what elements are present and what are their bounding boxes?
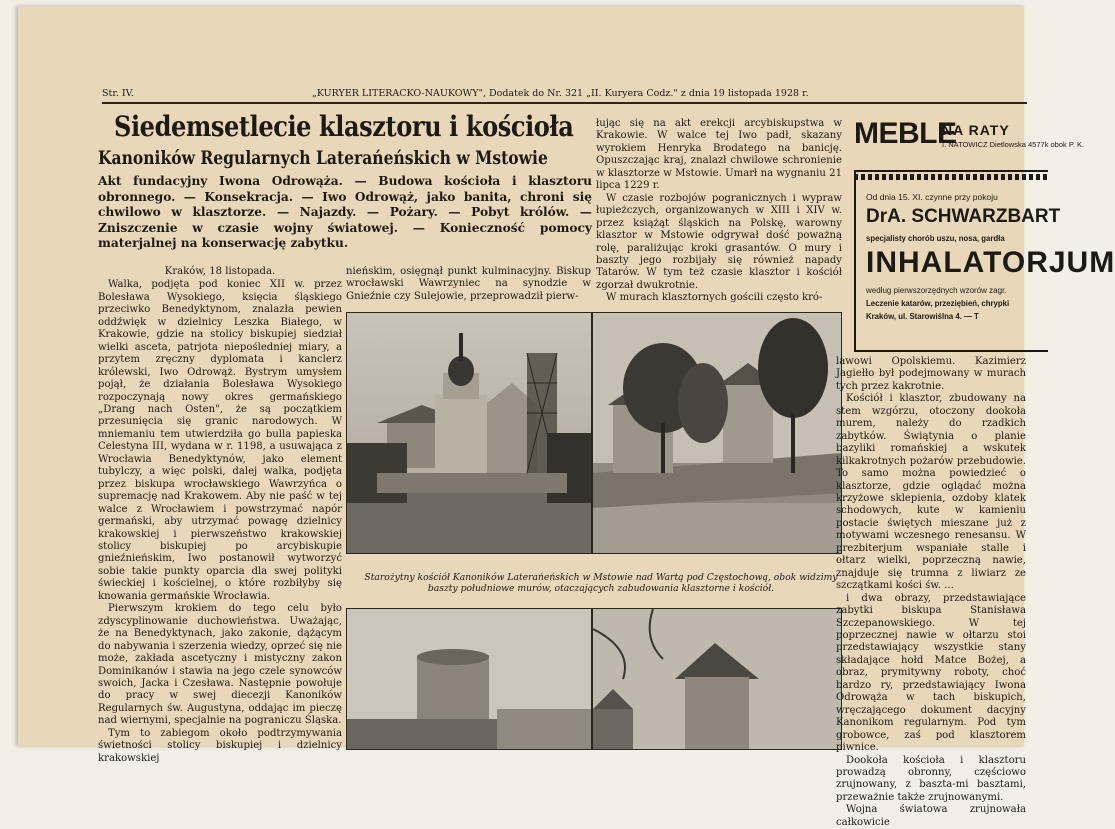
- paragraph: nieńskim, osięgnął punkt kulminacyjny. Biskup wrocławski Wawrzyniec na synodzie w Gnieźnie czy Sulejowie, przeprowadził pierw-: [346, 266, 591, 302]
- header-rule: [102, 102, 1027, 104]
- ad-address: I. NATOWICZ Dietlowska 4577k obok P. K.: [942, 140, 1085, 149]
- ad-brand-suffix: NA RATY: [942, 122, 1010, 138]
- page-number: Str. IV.: [102, 88, 134, 99]
- article-summary: Akt fundacyjny Iwona Odrowąża. — Budowa kościoła i klasztoru obronnego. — Konsekracja. — Iwo Odrowąż, jako banita, chroni się chwilowo w klasztorze. — Najazdy. — Pożary. — Pobyt królów. — Zniszczenie w czasie wojny światowej. — Konieczność pomocy materjalnej na konserwację zabytku.: [98, 174, 592, 250]
- article-column-1: [98, 266, 342, 764]
- ad-method: według pierwszorzędnych wzorów zagr.: [866, 286, 1007, 295]
- tower-photo-1: [346, 608, 592, 750]
- paragraph: i dwa obrazy, przedstawiające zabytki biskupa Stanisława Szczepanowskiego. W tej poprzecznej nawie w ołtarzu stoi przedstawiający wszystkie stany składające hołd Matce Bożej, a obraz, prymitywny roboty, choć bardzo ry, przedstawiający Iwona Odrowąża w tach biskupich, wręczającego dokument dacyjny Kanonikom regularnym. Pod tym grobowce, zaś pod klasztorem piwnice.: [836, 592, 1026, 754]
- paragraph: Pierwszym krokiem do tego celu było zdyscyplinowanie duchowieństwa. Uważając, że na Benedyktynach, jako zakonie, dążącym do nabywania i szerzenia wiedzy, oprzeć się nie może, zakłada ascetyczny i mistyczny zakon Dominikanów i stawia na jego czele synowców swoich, Jacka i Czesława. Następnie powołuje do pracy w swej diecezji Kanoników Regularnych św. Augustyna, oddając im pieczę nad wiernymi, specjalnie na pograniczu Śląska.: [98, 603, 342, 727]
- ad-product: INHALATORJUM: [866, 246, 1115, 279]
- paragraph: Walka, podjęta pod koniec XII w. przez Bolesława Wysokiego, księcia śląskiego przeciwko Benedyktynom, znalazła pewien oddźwięk w dzielnicy Leszka Białego, w Krakowie, gdzie na stolicy biskupiej siedział wielki asceta, patrjota niepośledniej miary, a przytem zręczny dyplomata i kanclerz królewski, Iwo Odrowąż. Bystrym umysłem pojął, że działania Bolesława Wysokiego rozpoczynają nowy okres germańskiego „Drang nach Osten", że są początkiem przesunięcia się granic narodowych. W mniemaniu tem utwierdziła go bulla papieska Celestyna III, wydana w r. 1198, a usuwająca z Wrocławia Benedyktynów, jako element tubylczy, a więc polski, dalej walka, podjęta przez biskupa wrocławskiego Wawrzyńca o supremację nad Krakowem. Aby nie paść w tej walce z Wrocławiem i powstrzymać napór germański, aby utrzymać powagę dzielnicy krakowskiej i pierwszeństwo krakowskiej stolicy biskupiej po arcybiskupie gnieźnieńskim, Iwo postanowił wytworzyć sobie takie punkty oparcia dla swej polityki świeckiej i kościelnej, o które rozbiłyby się knowania germańskie Wrocławia.: [98, 279, 342, 602]
- paragraph: W murach klasztornych gościli często kró-: [606, 292, 823, 304]
- masthead: „KURYER LITERACKO-NAUKOWY", Dodatek do Nr. 321 „II. Kuryera Codz." z dnia 19 listopada 1928 r.: [312, 88, 809, 99]
- photo-caption: Starożytny kościół Kanoników Laterańeńskich w Mstowie nad Wartą pod Częstochową, obok widzimy baszty południowe murów, otaczających zabudowania klasztorne i kościół.: [364, 572, 838, 594]
- article-subtitle: Kanoników Regularnych Laterańeńskich w Mstowie: [98, 148, 548, 169]
- tower-photo-2: [592, 608, 842, 750]
- paragraph: Wojna światowa zrujnowała całkowicie: [836, 804, 1026, 828]
- advertisement: [854, 117, 1115, 350]
- ad-notice: Od dnia 15. XI. czynne przy pokoju: [866, 192, 998, 202]
- article-column-2: [346, 266, 591, 306]
- ad-location: Kraków, ul. Starowiślna 4. — T: [866, 312, 979, 321]
- church-photo: [346, 312, 592, 554]
- paragraph: łując się na akt erekcji arcybiskupstwa w Krakowie. W walce tej Iwo padł, skazany wyrokiem Henryka Brodatego na banicję. Opuszczając kraj, znalazł chwilowe schronienie w klasztorze w Mstowie. Umarł na wygnaniu 21 lipca 1229 r.: [596, 118, 842, 192]
- article-title: Siedemsetlecie klasztoru i kościoła: [114, 110, 574, 143]
- ad-specialty: specjalisty chorób uszu, nosa, gardła: [866, 234, 1005, 243]
- ad-treatment: Leczenie katarów, przeziębień, chrypki: [866, 299, 1010, 308]
- newspaper-page: [18, 6, 1115, 828]
- article-column-4: [836, 356, 1026, 828]
- paragraph: lawowi Opolskiemu. Kazimierz Jagiełło był podejmowany w murach tych przez kakrotnie.: [836, 356, 1026, 392]
- ad-brand: MEBLE: [854, 117, 957, 150]
- dateline: Kraków, 18 listopada.: [164, 266, 276, 277]
- article-column-3: [596, 118, 842, 308]
- monastery-walls-photo: [592, 312, 842, 554]
- paragraph: Dookoła kościoła i klasztoru prowadzą obronny, częściowo zrujnowany, z baszta-mi basztami, przeważnie także zrujnowanymi.: [836, 754, 1026, 803]
- paragraph: Kościół i klasztor, zbudowany na stem wzgórzu, otoczony dookoła murem, należy do rzadkich zabytków. Świątynia o planie bazyliki romańskiej a wskutek kilkakrotnych pożarów przebudowie. To samo można powiedzieć o klasztorze, gdzie oglądać można krzyżowe sklepienia, ozdoby klatek schodowych, kute w kamieniu postacie świętych mieszane już z motywami wczesnego renesansu. W prezbiterjum wspaniałe stalle i ołtarz wielki, poprzeczną nawie, znajduje się trumna z liwiarz ze szczątkami kości św. ...: [836, 393, 1026, 592]
- ad-doctor: DrA. SCHWARZBART: [866, 206, 1061, 227]
- paragraph: W czasie rozbojów pogranicznych i wypraw łupieżczych, organizowanych w XIII i XIV w. przez książąt śląskich na Polskę, warowny klasztor w Mstowie odgrywał dość poważną rolę, paraliżując kroki grasantów. O mury i baszty jego rozbijały się również napady Tatarów. W tym też czasie klasztor i kościół zgorzał dwukrotnie.: [596, 192, 842, 291]
- paragraph: Tym to zabiegom około podtrzymywania świetności stolicy biskupiej i dzielnicy krakowskiej: [98, 727, 342, 764]
